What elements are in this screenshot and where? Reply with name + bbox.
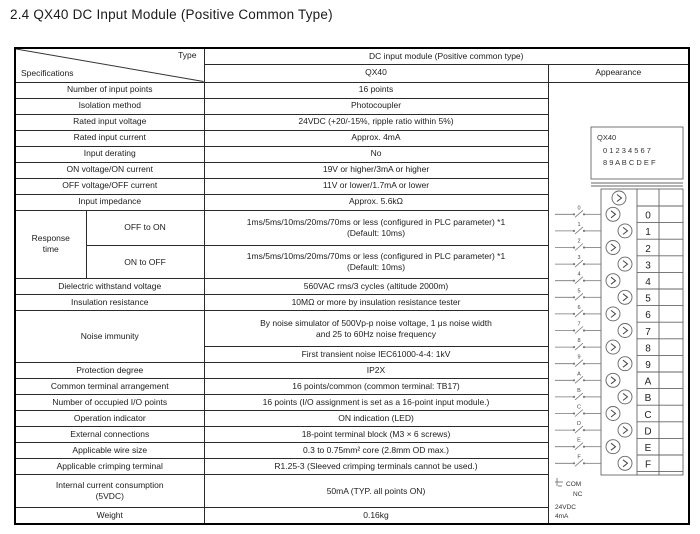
terminal-label: A bbox=[644, 376, 651, 388]
spec-table bbox=[14, 47, 690, 525]
terminal-label: E bbox=[644, 442, 651, 454]
spec-value-line2: (Default: 10ms) bbox=[346, 227, 406, 238]
terminal-screw-icon bbox=[606, 273, 620, 287]
switch-contact-icon bbox=[575, 293, 583, 300]
header-module-type: DC input module (Positive common type) bbox=[204, 48, 689, 64]
terminal-label: 6 bbox=[644, 309, 651, 321]
switch-contact-icon bbox=[575, 409, 583, 416]
spec-value: 24VDC (+20/-15%, ripple ratio within 5%) bbox=[204, 114, 548, 130]
spec-value: 18-point terminal block (M3 × 6 screws) bbox=[204, 427, 548, 443]
spec-label: Protection degree bbox=[15, 363, 204, 379]
spec-label-line2: (5VDC) bbox=[95, 491, 124, 502]
spec-label: Dielectric withstand voltage bbox=[15, 279, 204, 295]
spec-value: 16 points (I/O assignment is set as a 16-point input module.) bbox=[204, 395, 548, 411]
terminal-screw-icon bbox=[606, 240, 620, 254]
spec-value: First transient noise IEC61000-4-4: 1kV bbox=[204, 347, 548, 363]
terminal-screw-icon bbox=[606, 406, 620, 420]
switch-contact-icon bbox=[575, 459, 583, 466]
spec-label: Isolation method bbox=[15, 98, 204, 114]
input-wire-label: B bbox=[576, 387, 581, 394]
input-wire-label: A bbox=[576, 370, 581, 377]
input-wire-label: 5 bbox=[576, 287, 581, 294]
nc-label: NC bbox=[572, 490, 582, 498]
spec-group-label: Response time bbox=[15, 210, 86, 279]
input-wire-label: 7 bbox=[576, 321, 581, 327]
terminal-screw-icon bbox=[606, 373, 620, 387]
terminal-screw-icon bbox=[618, 456, 632, 470]
switch-contact-icon bbox=[575, 260, 583, 267]
spec-value-line2: (Default: 10ms) bbox=[346, 262, 406, 273]
terminal-label: 1 bbox=[644, 226, 651, 238]
appearance-diagram bbox=[551, 83, 690, 520]
terminal-label: 4 bbox=[644, 276, 651, 288]
spec-value: 19V or higher/3mA or higher bbox=[204, 162, 548, 178]
diagram-led-row2: 8 9 A B C D E F bbox=[602, 157, 656, 167]
supply-current-label: 4mA bbox=[554, 512, 568, 520]
terminal-screw-icon bbox=[618, 323, 632, 337]
header-type-specs-cell bbox=[15, 48, 204, 82]
switch-contact-icon bbox=[575, 276, 583, 283]
input-wire-label: C bbox=[576, 404, 581, 410]
terminal-label: 3 bbox=[644, 259, 651, 271]
terminal-label: 5 bbox=[644, 293, 651, 305]
spec-label: Applicable wire size bbox=[15, 443, 204, 459]
input-wire-label: 9 bbox=[576, 354, 581, 361]
appearance-cell bbox=[548, 82, 689, 524]
spec-value: Approx. 4mA bbox=[204, 130, 548, 146]
spec-label: Noise immunity bbox=[15, 311, 204, 363]
spec-value: Approx. 5.6kΩ bbox=[204, 194, 548, 210]
terminal-label: B bbox=[644, 392, 651, 404]
spec-label bbox=[15, 475, 204, 508]
terminal-strip bbox=[606, 206, 683, 472]
spec-label: External connections bbox=[15, 427, 204, 443]
input-wire-label: 6 bbox=[576, 304, 581, 311]
spec-value bbox=[204, 246, 548, 279]
header-appearance-label: Appearance bbox=[548, 64, 689, 82]
spec-label-line1: Internal current consumption bbox=[55, 480, 164, 490]
switch-contact-icon bbox=[575, 359, 583, 366]
input-wiring bbox=[555, 205, 601, 466]
spec-value: No bbox=[204, 146, 548, 162]
com-label: COM bbox=[565, 480, 581, 488]
spec-label: Weight bbox=[15, 508, 204, 524]
terminal-label: 8 bbox=[644, 342, 651, 354]
spec-value: 10MΩ or more by insulation resistance tester bbox=[204, 295, 548, 311]
spec-label: Input impedance bbox=[15, 194, 204, 210]
spec-value-line1: 1ms/5ms/10ms/20ms/70ms or less (configured in PLC parameter) *1 bbox=[246, 251, 506, 262]
common-battery-icon bbox=[555, 478, 563, 486]
supply-voltage-label: 24VDC bbox=[554, 503, 576, 511]
diagram-model-label: QX40 bbox=[596, 132, 616, 142]
spec-label: Insulation resistance bbox=[15, 295, 204, 311]
input-wire-label: 1 bbox=[576, 221, 581, 228]
terminal-screw-icon bbox=[606, 207, 620, 221]
spec-label: OFF voltage/OFF current bbox=[15, 178, 204, 194]
input-wire-label: 8 bbox=[576, 337, 581, 344]
spec-label: ON voltage/ON current bbox=[15, 162, 204, 178]
input-wire-label: 4 bbox=[576, 271, 581, 278]
spec-value: 50mA (TYP. all points ON) bbox=[204, 475, 548, 508]
input-wire-label: E bbox=[576, 437, 581, 444]
terminal-label: D bbox=[643, 425, 652, 437]
terminal-label: 9 bbox=[644, 359, 651, 371]
switch-contact-icon bbox=[575, 210, 583, 217]
input-wire-label: F bbox=[576, 453, 581, 460]
spec-value bbox=[204, 210, 548, 246]
switch-contact-icon bbox=[575, 243, 583, 250]
spec-label: Applicable crimping terminal bbox=[15, 459, 204, 475]
spec-value: Photocoupler bbox=[204, 98, 548, 114]
spec-value: 16 points/common (common terminal: TB17) bbox=[204, 379, 548, 395]
diagram-led-row1: 0 1 2 3 4 5 6 7 bbox=[602, 145, 651, 155]
spec-label: Rated input current bbox=[15, 130, 204, 146]
spec-value: ON indication (LED) bbox=[204, 411, 548, 427]
header-type-label: Type bbox=[178, 50, 197, 60]
spec-label: Input derating bbox=[15, 146, 204, 162]
switch-contact-icon bbox=[575, 309, 583, 316]
module-outline bbox=[591, 127, 683, 475]
spec-value: R1.25-3 (Sleeved crimping terminals cannot be used.) bbox=[204, 459, 548, 475]
terminal-screw-icon bbox=[618, 423, 632, 437]
switch-contact-icon bbox=[575, 426, 583, 433]
switch-contact-icon bbox=[575, 442, 583, 449]
terminal-screw-icon bbox=[612, 191, 626, 205]
terminal-screw-icon bbox=[618, 356, 632, 370]
terminal-screw-icon bbox=[606, 340, 620, 354]
spec-label: Number of input points bbox=[15, 82, 204, 98]
terminal-screw-icon bbox=[618, 389, 632, 403]
spec-value: 0.16kg bbox=[204, 508, 548, 524]
spec-sublabel: OFF to ON bbox=[86, 210, 204, 246]
switch-contact-icon bbox=[575, 326, 583, 333]
spec-label: Common terminal arrangement bbox=[15, 379, 204, 395]
spec-label: Rated input voltage bbox=[15, 114, 204, 130]
spec-label: Operation indicator bbox=[15, 411, 204, 427]
input-wire-label: 2 bbox=[576, 238, 581, 244]
spec-value: 16 points bbox=[204, 82, 548, 98]
switch-contact-icon bbox=[575, 392, 583, 399]
spec-value: IP2X bbox=[204, 363, 548, 379]
terminal-label: F bbox=[644, 459, 651, 471]
spec-value-line2: and 25 to 60Hz noise frequency bbox=[315, 328, 437, 339]
terminal-screw-icon bbox=[618, 290, 632, 304]
spec-value: 560VAC rms/3 cycles (altitude 2000m) bbox=[204, 279, 548, 295]
header-specifications-label: Specifications bbox=[21, 68, 74, 79]
page-title: 2.4 QX40 DC Input Module (Positive Common Type) bbox=[10, 7, 333, 22]
switch-contact-icon bbox=[575, 376, 583, 383]
spec-sublabel: ON to OFF bbox=[86, 246, 204, 279]
terminal-screw-icon bbox=[618, 257, 632, 271]
input-wire-label: 3 bbox=[576, 254, 581, 261]
terminal-screw-icon bbox=[606, 306, 620, 320]
terminal-label: C bbox=[643, 409, 652, 421]
switch-contact-icon bbox=[575, 226, 583, 233]
spec-row bbox=[15, 82, 689, 98]
spec-value: 0.3 to 0.75mm² core (2.8mm OD max.) bbox=[204, 443, 548, 459]
spec-value bbox=[204, 311, 548, 347]
terminal-label: 0 bbox=[644, 210, 651, 222]
terminal-label: 2 bbox=[644, 243, 651, 255]
header-model: QX40 bbox=[204, 64, 548, 82]
switch-contact-icon bbox=[575, 343, 583, 350]
input-wire-label: D bbox=[576, 420, 581, 427]
spec-label: Number of occupied I/O points bbox=[15, 395, 204, 411]
terminal-screw-icon bbox=[618, 223, 632, 237]
input-wire-label: 0 bbox=[576, 204, 581, 211]
spec-value: 11V or lower/1.7mA or lower bbox=[204, 178, 548, 194]
terminal-label: 7 bbox=[644, 326, 651, 338]
spec-value-line1: 1ms/5ms/10ms/20ms/70ms or less (configured in PLC parameter) *1 bbox=[246, 216, 506, 227]
spec-value-line1: By noise simulator of 500Vp-p noise voltage, 1 μs noise width bbox=[260, 317, 492, 328]
terminal-screw-icon bbox=[606, 439, 620, 453]
